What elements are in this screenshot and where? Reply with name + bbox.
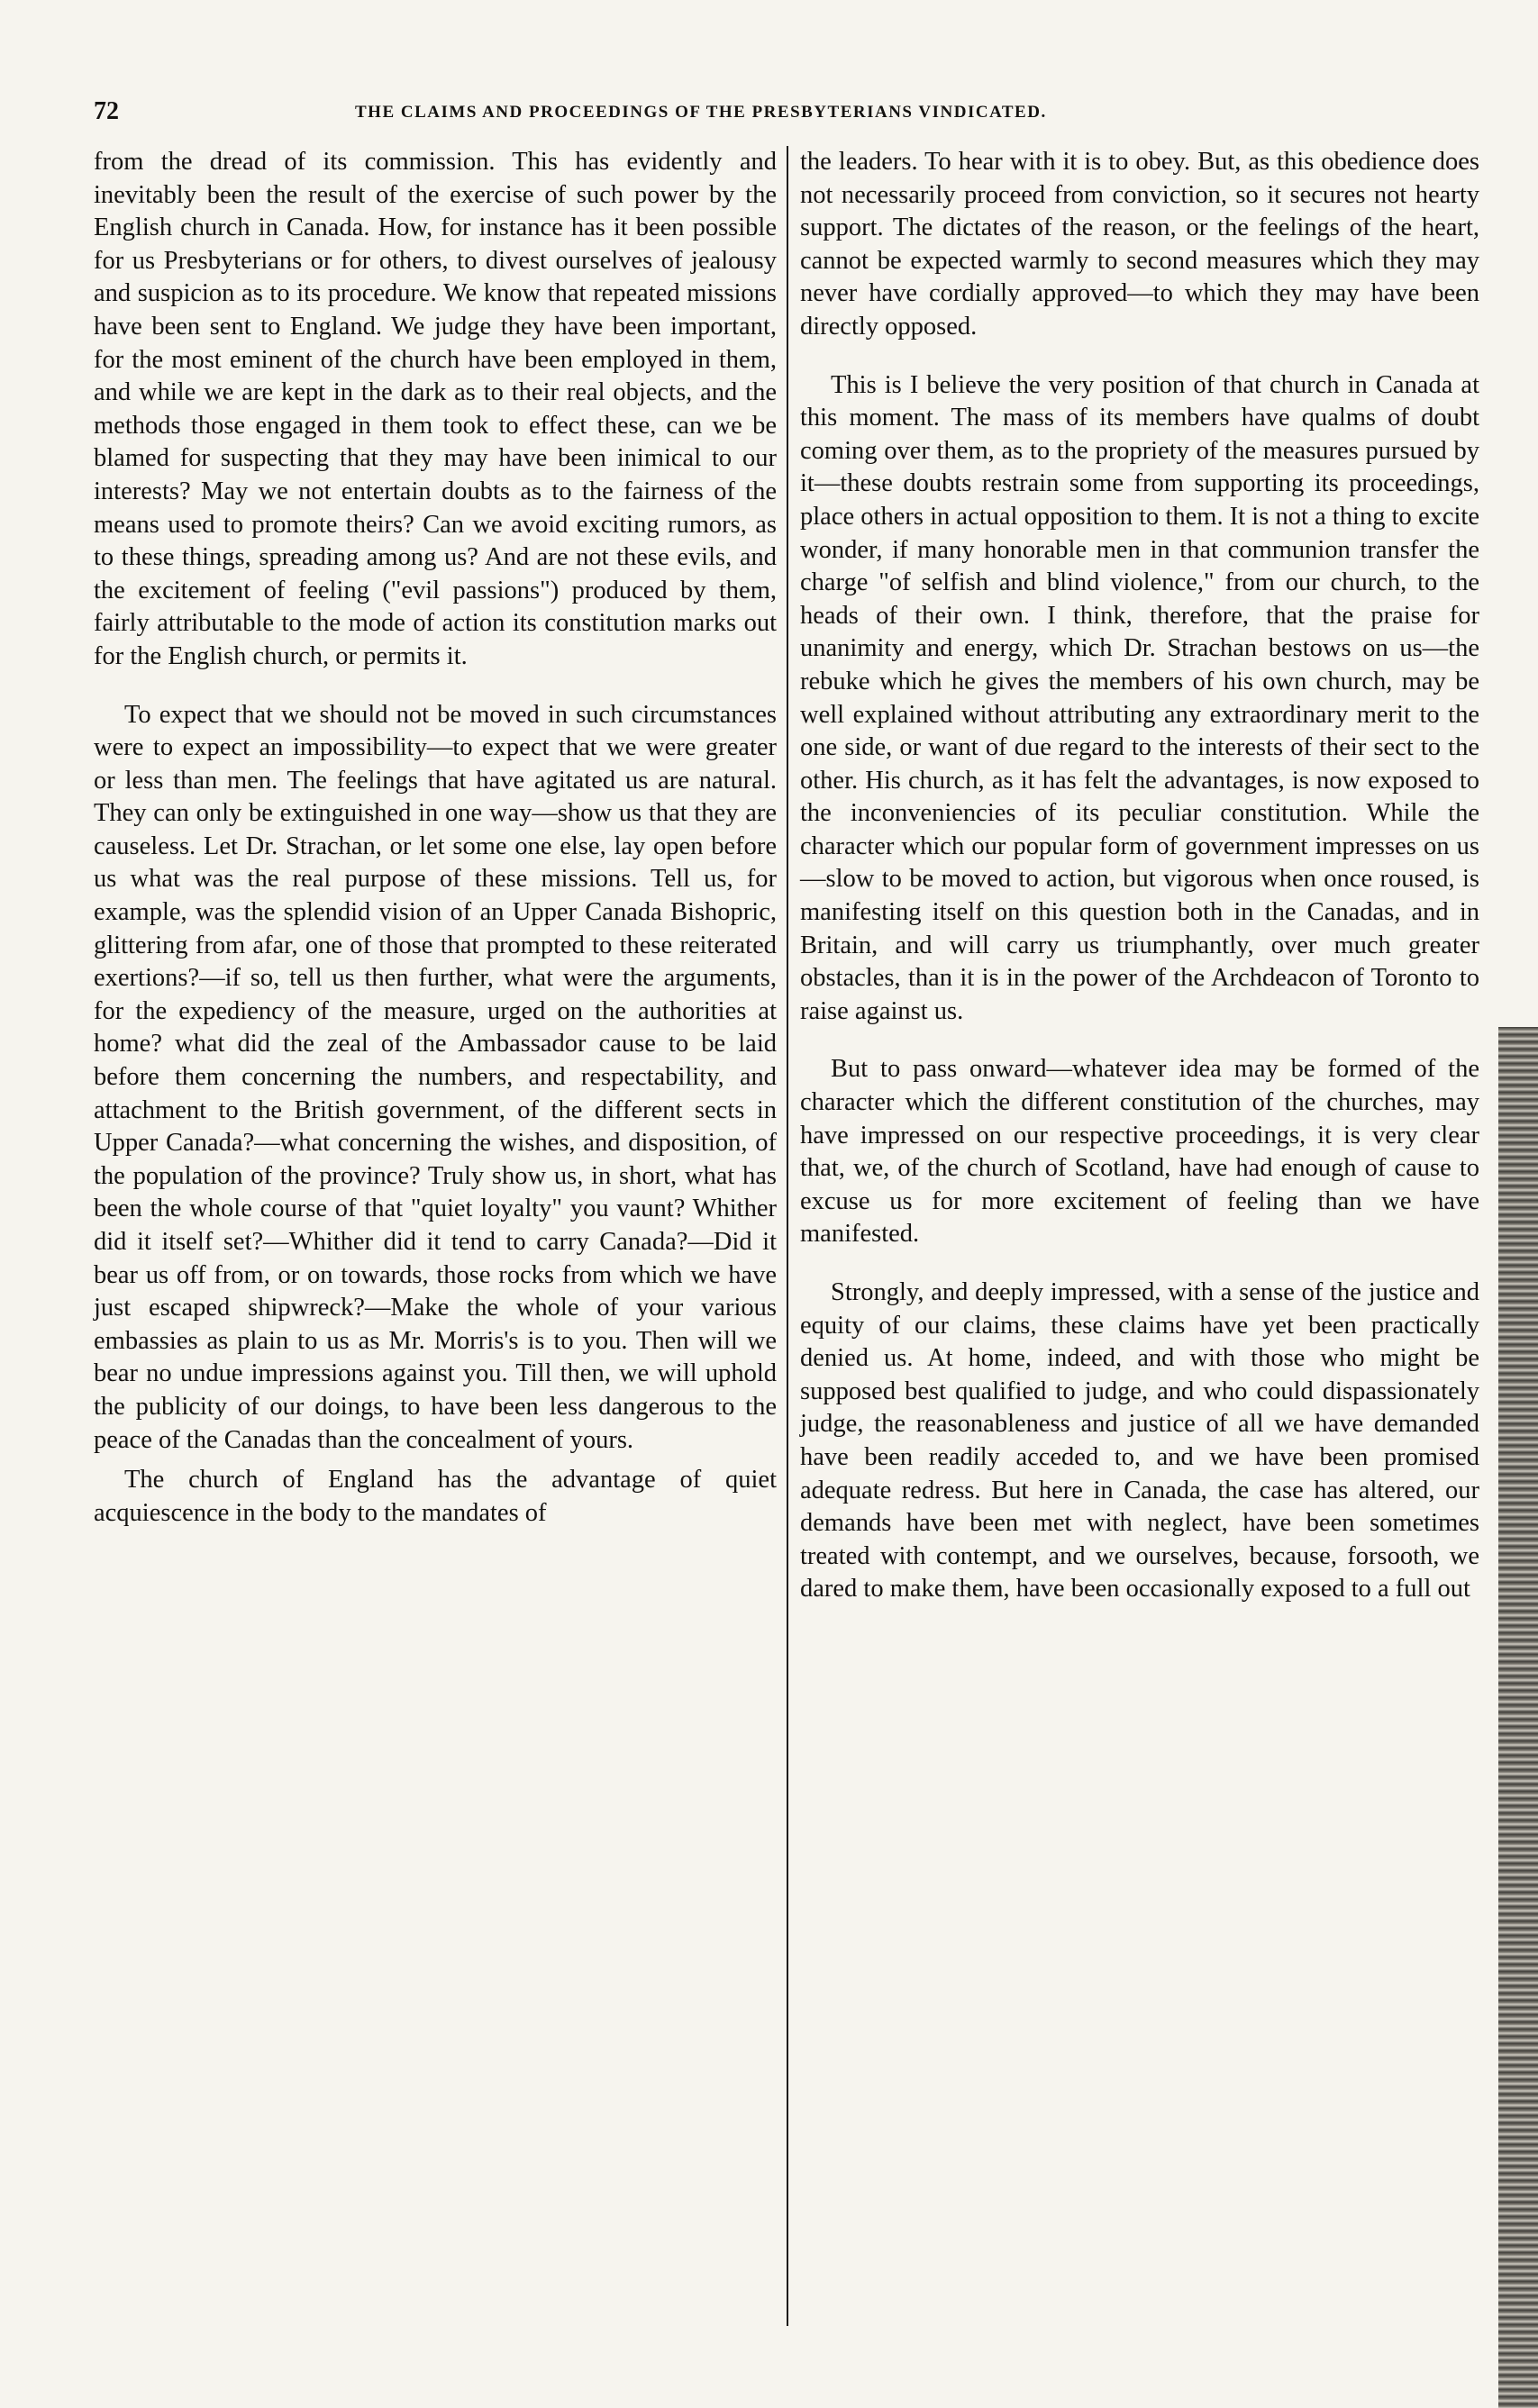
left-paragraph-3: The church of England has the advantage of quiet acquiescence in the body to the mandates of — [94, 1466, 777, 1527]
left-column — [94, 146, 777, 1555]
scan-edge-artifact — [1498, 1027, 1538, 2408]
right-paragraph-1: the leaders. To hear with it is to obey. But, as this obedience does not necessarily proceed from conviction, so it secures not hearty support. The dictates of the reason, or the feelings of the heart, cannot be expected warmly to second measures which they may never have cordially approved—to which they may have been directly opposed. — [800, 148, 1479, 341]
page-number: 72 — [94, 97, 119, 125]
right-paragraph-3: But to pass onward—whatever idea may be formed of the character which the different constitution of the churches, may have impressed on our respective proceedings, it is very clear that, we, of the church of Scotland, have had enough of cause to excuse us for more excitement of feeling than we have manifested. — [800, 1055, 1479, 1249]
running-title: THE CLAIMS AND PROCEEDINGS OF THE PRESBYTERIANS VINDICATED. — [355, 103, 1047, 122]
left-paragraph-2: To expect that we should not be moved in such circumstances were to expect an impossibility—to expect that we were greater or less than men. The feelings that have agitated us are natural. They can only be extinguished in one way—show us that they are causeless. Let Dr. Strachan, or let some one else, lay open before us what was the real purpose of these missions. Tell us, for example, was the splendid vision of an Upper Canada Bishopric, glittering from afar, one of those that prompted to these reiterated exertions?—if so, tell us then further, what were the arguments, for the expediency of the measure, urged on the authorities at home? what did the zeal of the Ambassador cause to be laid before them concerning the numbers, and respectability, and attachment to the British government, of the different sects in Upper Canada?—what concerning the wishes, and disposition, of the population of the province? Truly show us, in short, what has been the whole course of that "quiet loyalty" you vaunt? Whither did it itself set?—Whither did it tend to carry Canada?—Did it bear us off from, or on towards, those rocks from which we have just escaped shipwreck?—Make the whole of your various embassies as plain to us as Mr. Morris's is to you. Then will we bear no undue impressions against you. Till then, we will uphold the publicity of our doings, to have been less dangerous to the peace of the Canadas than the concealment of yours. — [94, 700, 777, 1454]
right-paragraph-4: Strongly, and deeply impressed, with a sense of the justice and equity of our claims, these claims have yet been practically denied us. At home, indeed, and with those who might be supposed best qualified to judge, and who could dispassionately judge, the reasonableness and justice of all we have demanded have been readily acceded to, and we have been promised adequate redress. But here in Canada, the case has altered, our demands have been met with neglect, have been sometimes treated with contempt, and we ourselves, because, forsooth, we dared to make them, have been occasionally exposed to a full out — [800, 1278, 1479, 1604]
right-column — [800, 146, 1479, 1631]
right-paragraph-2: This is I believe the very position of that church in Canada at this moment. The mass of its members have qualms of doubt coming over them, as to the propriety of the measures pursued by it—these doubts restrain some from supporting its proceedings, place others in actual opposition to them. It is not a thing to excite wonder, if many honorable men in that communion transfer the charge "of selfish and blind violence," from our church, to the heads of their own. I think, therefore, that the praise for unanimity and energy, which Dr. Strachan bestows on us—the rebuke which he gives the members of his own church, may be well explained without attributing any extraordinary merit to the one side, or want of due regard to the interests of their sect to the other. His church, as it has felt the advantages, is now exposed to the inconveniencies of its peculiar constitution. While the character which our popular form of government impresses on us—slow to be moved to action, but vigorous when once roused, is manifesting itself on this question both in the Canadas, and in Britain, and will carry us triumphantly, over much greater obstacles, than it is in the power of the Archdeacon of Toronto to raise against us. — [800, 370, 1479, 1025]
page-header — [94, 97, 1463, 133]
column-divider — [787, 146, 788, 2326]
left-paragraph-1: from the dread of its commission. This has evidently and inevitably been the result of the exercise of such power by the English church in Canada. How, for instance has it been possible for us Presbyterians or for others, to divest ourselves of jealousy and suspicion as to its procedure. We know that repeated missions have been sent to England. We judge they have been important, for the most eminent of the church have been employed in them, and while we are kept in the dark as to their real objects, and the methods those engaged in them took to effect these, can we be blamed for suspecting that they may have been inimical to our interests? May we not entertain doubts as to the fairness of the means used to promote theirs? Can we avoid exciting rumors, as to these things, spreading among us? And are not these evils, and the excitement of feeling ("evil passions") produced by them, fairly attributable to the mode of action its constitution marks out for the English church, or permits it. — [94, 148, 777, 670]
